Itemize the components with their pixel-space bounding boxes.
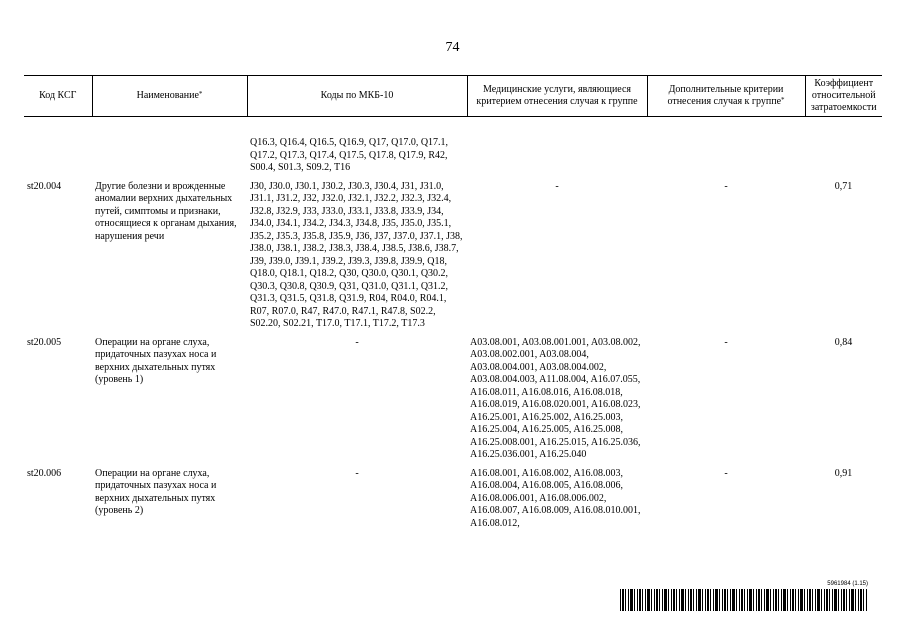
table-row <box>24 175 882 331</box>
cell-mkb: J30, J30.0, J30.1, J30.2, J30.3, J30.4, J31, J31.0, J31.1, J31.2, J32, J32.0, J32.1, J32.2, J32.3, J32.4, J32.8, J32.9, J33, J33.0, J33.1, J33.8, J33.9, J34, J34.0, J34.1, J34.2, J34.3, J34.8, J35, J35.0, J35.1, J35.2, J35.3, J35.8, J35.9, J36, J37, J37.0, J37.1, J38, J38.0, J38.1, J38.2, J38.3, J38.4, J38.5, J38.6, J38.7, J39, J39.0, J39.1, J39.2, J39.3, J39.8, J39.9, Q18, Q18.0, Q18.1, Q18.2, Q30, Q30.0, Q30.1, Q30.2, Q30.3, Q30.8, Q30.9, Q31, Q31.0, Q31.1, Q31.2, Q31.3, Q31.5, Q31.8, Q31.9, R04, R04.0, R04.1, R07, R07.0, R47, R47.0, R47.1, R47.8, S02.2, S02.20, S02.21, T17.0, T17.1, T17.2, T17.3 <box>250 180 463 329</box>
cell-extra: - <box>724 180 728 192</box>
cell-coef: 0,71 <box>834 180 853 192</box>
cell-extra: - <box>724 467 728 479</box>
cell-name: Операции на органе слуха, придаточных пазухах носа и верхних дыхательных путях (уровень 1) <box>95 336 217 385</box>
cell-services: A16.08.001, A16.08.002, A16.08.003, A16.08.004, A16.08.005, A16.08.006, A16.08.006.001, A16.08.006.002, A16.08.007, A16.08.009, A16.08.010.001, A16.08.012, <box>470 467 641 529</box>
barcode-label: 5961984 (1.15) <box>827 581 868 587</box>
cell-code: st20.005 <box>27 336 62 348</box>
table-header-row <box>24 76 882 117</box>
header-services: Медицинские услуги, являющиеся критерием отнесения случая к группе <box>467 76 647 117</box>
cell-mkb: - <box>355 467 359 479</box>
barcode-block <box>620 581 868 611</box>
cell-code: st20.006 <box>27 467 62 479</box>
header-name: Наименование* <box>92 76 247 117</box>
barcode-image <box>620 589 868 611</box>
cell-name: Операции на органе слуха, придаточных пазухах носа и верхних дыхательных путях (уровень 2) <box>95 467 217 516</box>
table-row <box>24 462 882 531</box>
cell-coef: 0,91 <box>834 467 853 479</box>
page-number: 74 <box>445 40 460 55</box>
table-row <box>24 331 882 462</box>
ksg-table <box>24 75 882 530</box>
header-coef: Коэффициент относительной затратоемкости <box>805 76 882 117</box>
cell-mkb: Q16.3, Q16.4, Q16.5, Q16.9, Q17, Q17.0, Q17.1, Q17.2, Q17.3, Q17.4, Q17.5, Q17.8, Q17.9, R42, S00.4, S01.3, S09.2, T16 <box>250 137 449 173</box>
header-mkb: Коды по МКБ-10 <box>247 76 467 117</box>
cell-services: A03.08.001, A03.08.001.001, A03.08.002, A03.08.002.001, A03.08.004, A03.08.004.001, A03.08.004.002, A03.08.004.003, A11.08.004, A16.07.055, A16.08.011, A16.08.016, A16.08.018, A16.08.019, A16.08.020.001, A16.08.023, A16.25.001, A16.25.002, A16.25.003, A16.25.004, A16.25.005, A16.25.008, A16.25.008.001, A16.25.015, A16.25.036, A16.25.036.001, A16.25.040 <box>470 336 641 460</box>
cell-services: - <box>555 180 559 192</box>
cell-extra: - <box>724 336 728 348</box>
table-row-continuation <box>24 137 882 175</box>
cell-mkb: - <box>355 336 359 348</box>
header-code: Код КСГ <box>24 76 92 117</box>
cell-name: Другие болезни и врожденные аномалии верхних дыхательных путей, симптомы и признаки, относящиеся к органам дыхания, нарушения речи <box>95 180 237 242</box>
table-spacer <box>24 117 882 138</box>
header-extra: Дополнительные критерии отнесения случая к группе* <box>647 76 805 117</box>
cell-coef: 0,84 <box>834 336 853 348</box>
cell-code: st20.004 <box>27 180 62 192</box>
